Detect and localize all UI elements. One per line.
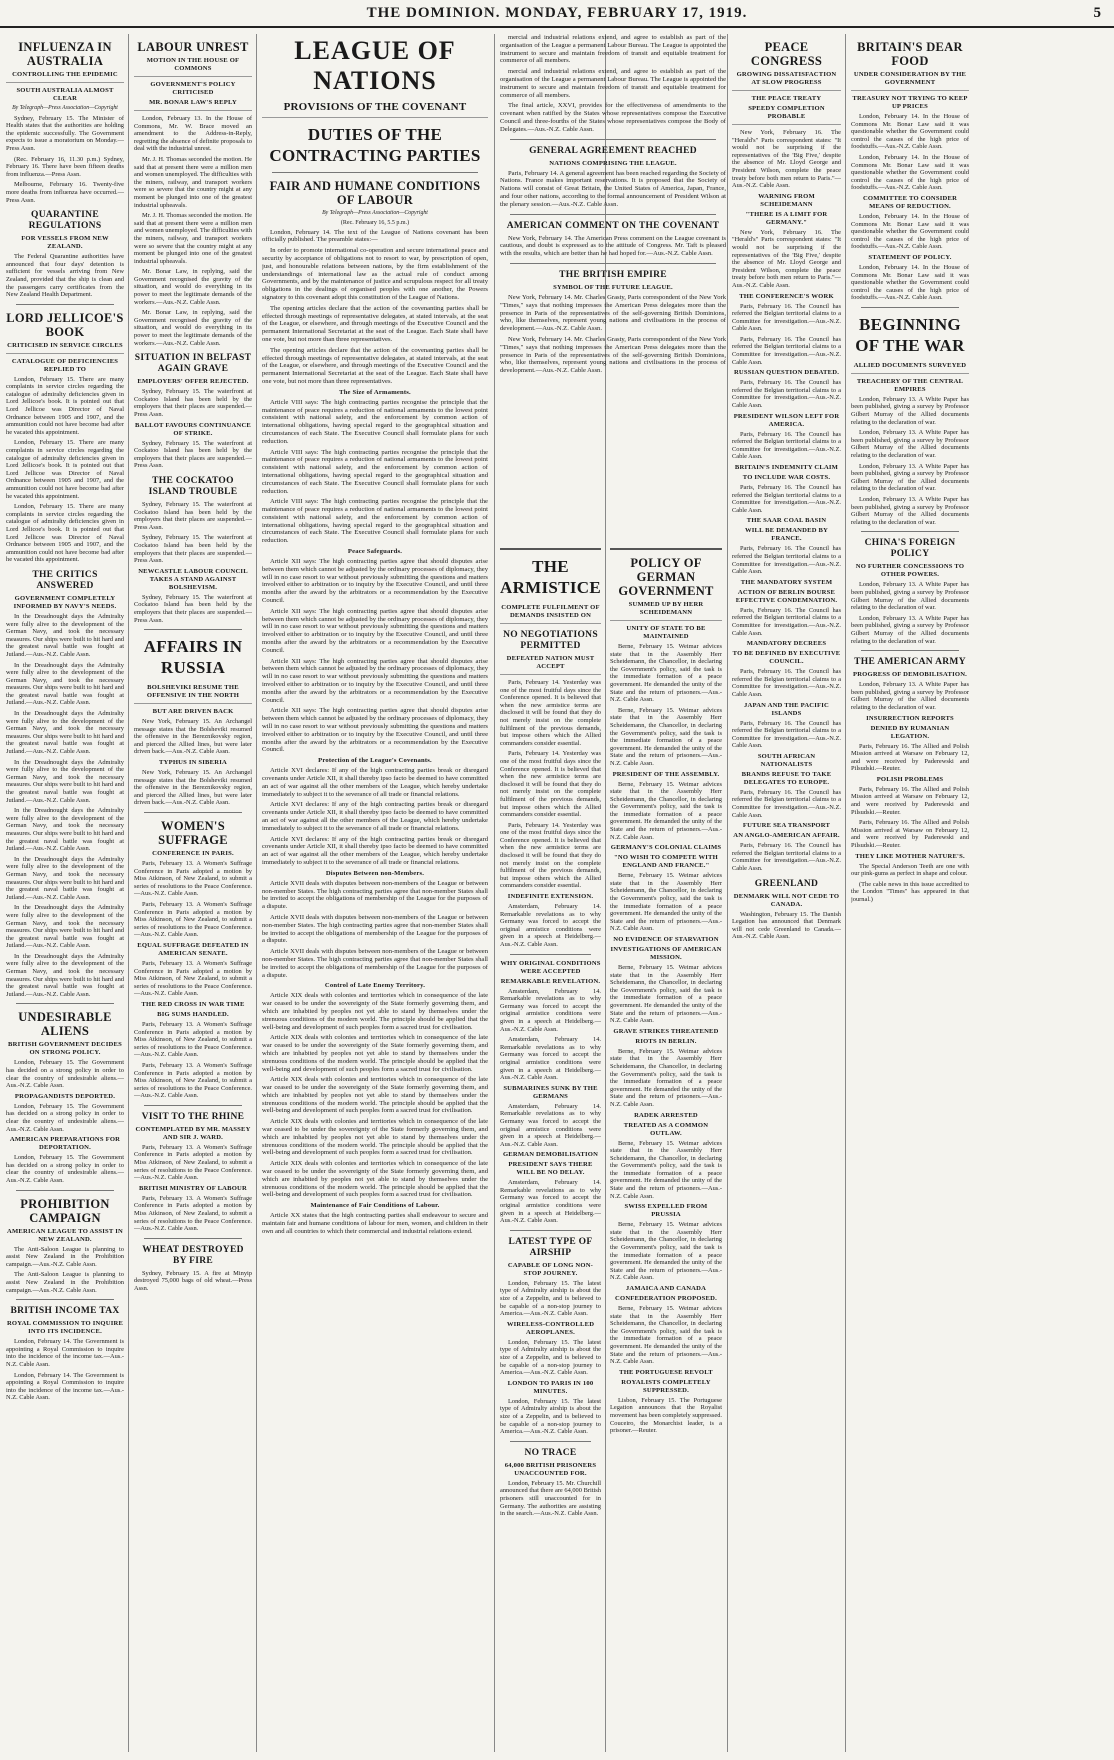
paragraph: Berne, February 15. Weimar advices state that in the Assembly Herr Scheidemann, the Chancellor, in declaring the Government's policy, said the task is the immediate formation of a peace government. He demanded the unity of the State and the return of prisoners.—Aus.-N.Z. Cable Assn. [610, 706, 722, 767]
paragraph: Paris, February 16. The Council has referred the Belgian territorial claims to a Committee for investigation.—Aus.-N.Z. Cable Assn. [732, 379, 841, 410]
subheadline: DEFEATED NATION MUST ACCEPT [500, 655, 601, 675]
paragraph: Paris, February 13. A Women's Suffrage Conference in Paris adopted a motion by Miss Atkinson, of New Zealand, to submit a series of resolutions to the Peace Conference.—Aus.-N.Z. Cable Assn. [134, 1020, 252, 1059]
paragraph: Washington, February 15. The Danish Legation has announced that Denmark will not cede Greenland to Canada.—Aus.-N.Z. Cable Assn. [732, 910, 841, 941]
paragraph: Article XX states that the high contracting parties shall endeavour to secure and maintain fair and humane conditions of labour for men, women, and children in their own and all countries to which their commercial and industrial relations extend. [262, 1212, 488, 1235]
headline: VISIT TO THE RHINE [141, 1111, 245, 1122]
headline: NO TRACE [524, 1447, 577, 1458]
masthead-title: THE DOMINION. MONDAY, FEBRUARY 17, 1919. [366, 5, 748, 21]
subheadline: RUSSIAN QUESTION DEBATED. [733, 369, 840, 377]
headline: LATEST TYPE OF AIRSHIP [508, 1236, 593, 1258]
paragraph: The Anti-Saloon League is planning to assist New Zealand in the Prohibition campaign.—Aus.-N.Z. Cable Assn. [6, 1245, 124, 1268]
paragraph: In the Dreadnought days the Admiralty were fully alive to the development of the German Navy, and took the necessary measures. Our ships were built to hit hard and the greatest naval battle was fought at Jutland.—Aus.-N.Z. Cable Assn. [6, 612, 124, 658]
subheadline: PROGRESS OF DEMOBILISATION. [852, 671, 968, 679]
paragraph: Article XII says: The high contracting parties agree that should disputes arise between them which cannot be adjusted by the ordinary processes of diplomacy, they will in no case resort to war without previously submitting the questions and matters involved either to arbitration or to inquiry by the Executive Council, and until three months after the award by the arbitrators or a recommendation by the Executive Council. [262, 607, 488, 654]
subheadline: "THERE IS A LIMIT FOR GERMANY." [745, 210, 828, 226]
paragraph: In the Dreadnought days the Admiralty were fully alive to the development of the German Navy, and took the necessary measures. Our ships were built to hit hard and the greatest naval battle was fought at Jutland.—Aus.-N.Z. Cable Assn. [6, 758, 124, 804]
subheadline: WIRELESS-CONTROLLED AEROPLANES. [506, 1320, 595, 1336]
subheadline: UNDER CONSIDERATION BY THE GOVERNMENT [851, 71, 969, 91]
subheadline: NEWCASTLE LABOUR COUNCIL TAKES A STAND AGAINST BOLSHEVISM. [138, 567, 248, 591]
subheadline: TYPHUS IN SIBERIA [159, 759, 227, 767]
section-title: Peace Safeguards. [347, 548, 403, 556]
section-title: Protection of the League's Covenants. [318, 757, 432, 765]
paragraph: London, February 14. In the House of Commons Mr. Bonar Law said it was questionable whether the Government could control the causes of the high price of foodstuffs.—Aus.-N.Z. Cable Assn. [851, 263, 969, 302]
column-4-top [500, 34, 726, 534]
subheadline: BALLOT FAVOURS CONTINUANCE OF STRIKE. [134, 421, 252, 437]
subheadline: PRESIDENT SAYS THERE WILL BE NO DELAY. [508, 1161, 593, 1177]
subheadline: 64,000 BRITISH PRISONERS UNACCOUNTED FOR. [504, 1461, 597, 1477]
headline: FAIR AND HUMANE CONDITIONS OF LABOUR [269, 179, 481, 207]
page-number: 5 [1093, 5, 1102, 21]
subheadline: NO EVIDENCE OF STARVATION [613, 936, 719, 943]
paragraph: The Federal Quarantine authorities have announced that four days' detention is sufficient for vessels arriving from New Zealand, provided that the ship is clean and the passengers carry certificates from the New Zealand Health Department. [6, 253, 124, 299]
subheadline: SPEEDY COMPLETION PROBABLE [732, 105, 841, 125]
subheadline: AMERICAN LEAGUE TO ASSIST IN NEW ZEALAND. [7, 1227, 123, 1243]
paragraph: London, February 15. The latest type of Admiralty airship is about the size of a Zeppelin, and is believed to be capable of a non-stop journey to America.—Aus.-N.Z. Cable Assn. [500, 1338, 601, 1377]
headline: AFFAIRS IN RUSSIA [143, 637, 243, 678]
subheadline: CONFEDERATION PROPOSED. [615, 1295, 717, 1302]
subheadline: SOUTH AUSTRALIA ALMOST CLEAR [16, 87, 114, 102]
subheadline: TO BE DEFINED BY EXECUTIVE COUNCIL. [732, 650, 841, 666]
subheadline: BRITISH GOVERNMENT DECIDES ON STRONG POLICY. [8, 1041, 122, 1057]
paragraph: Paris, February 16. The Allied and Polish Mission arrived at Warsaw on February 12, and were received by Paderewski and Pilsudski.—Reuter. [851, 785, 969, 816]
subheadline: JAMAICA AND CANADA [625, 1285, 707, 1292]
dateline: (Rec. February 16, 5.5 p.m.) [340, 219, 410, 226]
paragraph: Sydney, February 15. The waterfront at Cockatoo Island has been held by the employers that their places are suspended.—Press Assn. [134, 534, 252, 565]
subheadline: TREASURY NOT TRYING TO KEEP UP PRICES [852, 95, 968, 110]
paragraph: Paris, February 16. The Allied and Polish Mission arrived at Warsaw on February 12, and were received by Paderewski and Pilsudski.—Reuter. [851, 742, 969, 773]
paragraph: London, February 15. There are many complaints in service circles regarding the catalogue of admiralty deficiencies given in Lord Jellicoe's book. It is pointed out that Lord Jellicoe was Director of Naval Ordnance between 1905 and 1907, and the ammunition could not have become bad after he vacated this appointment. [6, 503, 124, 564]
subheadline: AN ANGLO-AMERICAN AFFAIR. [733, 832, 840, 840]
paragraph: (Rec. February 16, 11.30 p.m.) Sydney, February 16. There have been fifteen deaths from influenza.—Press Assn. [6, 155, 124, 178]
headline-main: LEAGUE OF NATIONS [294, 36, 456, 95]
subheadline: BOLSHEVIKI RESUME THE OFFENSIVE IN THE NORTH [134, 684, 252, 704]
subheadline: CRITICISED IN SERVICE CIRCLES [6, 342, 124, 354]
paragraph: In the Dreadnought days the Admiralty were fully alive to the development of the German Navy, and took the necessary measures. Our ships were built to hit hard and the greatest naval battle was fought at Jutland.—Aus.-N.Z. Cable Assn. [6, 661, 124, 707]
paragraph: Article XIX deals with colonies and territories which in consequence of the late war ceased to be under the sovereignty of the State formerly governing them, and which are inhabited by peoples not yet able to stand by themselves under the strenuous conditions of the modern world. The principle should be applied that the well-being and development of such peoples form a sacred trust for civilisation. [262, 992, 488, 1031]
subheadline: REMARKABLE REVELATION. [500, 977, 601, 985]
paragraph: The Special Anderson Teeth are one with our pink-gums as perfect in shape and colour. [851, 862, 969, 878]
subheadline: COMPLETE FULFILMENT OF DEMANDS INSISTED ON [500, 604, 601, 624]
paragraph: Article XVI declares: If any of the high contracting parties break or disregard covenants under Article XII, it shall thereby ipso facto be deemed to have committed an act of war against all the other members of the League, which hereby undertake immediately to subject it to the severance of all trade or financial relations. [262, 767, 488, 798]
subheadline: WILL BE DEMANDED BY FRANCE. [744, 527, 829, 543]
headline: CHINA'S FOREIGN POLICY [864, 538, 956, 560]
subheadline: "NO WISH TO COMPETE WITH ENGLAND AND FRANCE." [614, 854, 718, 870]
headline: SITUATION IN BELFAST AGAIN GRAVE [134, 353, 252, 375]
paragraph: Paris, February 16. The Council has referred the Belgian territorial claims to a Committee for investigation.—Aus.-N.Z. Cable Assn. [732, 788, 841, 819]
subheadline: WHY ORIGINAL CONDITIONS WERE ACCEPTED [500, 959, 601, 975]
subheadline: CAPABLE OF LONG NON-STOP JOURNEY. [507, 1261, 594, 1277]
subheadline: SUBMARINES SUNK BY THE GERMANS [503, 1084, 598, 1100]
paragraph: New York, February 16. The "Herald's" Paris correspondent states: "It would not be surprising if the representatives of the 'Big Five,' despite the absence of Mr. Lloyd George and President Wilson, complete the peace treaty before both men return to Paris."—Aus.-N.Z. Cable Assn. [732, 129, 841, 190]
paragraph: Paris, February 13. A Women's Suffrage Conference in Paris adopted a motion by Miss Atkinson, of New Zealand, to submit a series of resolutions to the Peace Conference.—Aus.-N.Z. Cable Assn. [134, 1061, 252, 1100]
paragraph: Paris, February 13. A Women's Suffrage Conference in Paris adopted a motion by Miss Atkinson, of New Zealand, to submit a series of resolutions to the Peace Conference.—Aus.-N.Z. Cable Assn. [134, 1143, 252, 1182]
headline: WOMEN'S SUFFRAGE [158, 819, 228, 848]
paragraph: Amsterdam, February 14. Remarkable revelations as to why Germany was forced to accept the original armistice conditions were given in a speech at Heidelberg.—Aus.-N.Z. Cable Assn. [500, 903, 601, 948]
section-title: Maintenance of Fair Conditions of Labour. [310, 1202, 440, 1210]
subheadline: THE CONFERENCE'S WORK [739, 292, 834, 300]
paragraph: Paris, February 16. The Council has referred the Belgian territorial claims to a Committee for investigation.—Aus.-N.Z. Cable Assn. [732, 484, 841, 514]
paragraph: Sydney, February 15. The waterfront at Cockatoo Island has been held by the employers that their places are suspended.—Press Assn. [134, 439, 252, 470]
paragraph: Berne, February 15. Weimar advices state that in the Assembly Herr Scheidemann, the Chancellor, in declaring the Government's policy, said the task is the immediate formation of a peace government. He demanded the unity of the State and the return of prisoners.—Aus.-N.Z. Cable Assn. [610, 1305, 722, 1366]
subheadline: FUTURE SEA TRANSPORT [742, 822, 831, 830]
column-6 [732, 34, 841, 1750]
subheadline: STATEMENT OF POLICY. [868, 253, 952, 261]
subheadline: CATALOGUE OF DEFICIENCIES REPLIED TO [11, 357, 119, 373]
paragraph: Paris, February 16. The Council has referred the Belgian territorial claims to a Committee for investigation.—Aus.-N.Z. Cable Assn. [732, 842, 841, 873]
subheadline: SYMBOL OF THE FUTURE LEAGUE. [553, 283, 673, 291]
paragraph: London, February 14. The Government is appointing a Royal Commission to inquire into the incidence of the income tax.—Aus.-N.Z. Cable Assn. [6, 1371, 124, 1402]
subheadline: GERMANY'S COLONIAL CLAIMS [610, 844, 722, 852]
paragraph: Sydney, February 15. The Minister of Health states that the authorities are holding the epidemic successfully. The Government expects to issue a moratorium on Monday.—Press Assn. [6, 114, 124, 152]
subheadline: BRITISH MINISTRY OF LABOUR [139, 1184, 247, 1192]
paragraph: Berne, February 15. Weimar advices state that in the Assembly Herr Scheidemann, the Chancellor, in declaring the Government's policy, said the task is the immediate formation of a peace government. He demanded the unity of the State and the return of prisoners.—Aus.-N.Z. Cable Assn. [610, 872, 722, 933]
subheadline: THE PORTUGUESE REVOLT [619, 1368, 713, 1376]
paragraph: London, February 13. In the House of Commons, Mr. W. Brace moved an amendment to the Address-in-Reply, regretting the absence of definite proposals to deal with the industrial unrest. [134, 115, 252, 153]
paragraph: Berne, February 15. Weimar advices state that in the Assembly Herr Scheidemann, the Chancellor, in declaring the Government's policy, said the task is the immediate formation of a peace government. He demanded the unity of the State and the return of prisoners.—Aus.-N.Z. Cable Assn. [610, 643, 722, 704]
paragraph: London, February 15. The Government has decided on a strong policy in order to clear the country of undesirable aliens.—Aus.-N.Z. Cable Assn. [6, 1154, 124, 1184]
paragraph: Article XVI declares: If any of the high contracting parties break or disregard covenants under Article XII, it shall thereby ipso facto be deemed to have committed an act of war against all the other members of the League, which hereby undertake immediately to subject it to the severance of all trade or financial relations. [262, 801, 488, 832]
paragraph: London, February 15. There are many complaints in service circles regarding the catalogue of admiralty deficiencies given in Lord Jellicoe's book. It is pointed out that Lord Jellicoe was Director of Naval Ordnance between 1905 and 1907, and the ammunition could not have become bad after he vacated this appointment. [6, 439, 124, 500]
paragraph: Paris, February 13. A Women's Suffrage Conference in Paris adopted a motion by Miss Atkinson, of New Zealand, to submit a series of resolutions to the Peace Conference.—Aus.-N.Z. Cable Assn. [134, 860, 252, 898]
paragraph: In the Dreadnought days the Admiralty were fully alive to the development of the German Navy, and took the necessary measures. Our ships were built to hit hard and the greatest naval battle was fought at Jutland.—Aus.-N.Z. Cable Assn. [6, 710, 124, 756]
paragraph: London, February 13. A White Paper has been published, giving a survey by Professor Gilbert Murray of the Allied documents relating to the declaration of war. [851, 462, 969, 493]
paragraph: Article XII says: The high contracting parties agree that should disputes arise between them which cannot be adjusted by the ordinary processes of diplomacy, they will in no case resort to war without previously submitting the questions and matters involved either to arbitration or to inquiry by the Executive Council, and until three months after the award by the arbitrators or a recommendation by the Executive Council. [262, 707, 488, 754]
paragraph: In the Dreadnought days the Admiralty were fully alive to the development of the German Navy, and took the necessary measures. Our ships were built to hit hard and the greatest naval battle was fought at Jutland.—Aus.-N.Z. Cable Assn. [6, 904, 124, 950]
subheadline: BUT ARE DRIVEN BACK [152, 708, 234, 716]
subheadline: GERMAN DEMOBILISATION [502, 1151, 599, 1159]
headline: QUARANTINE REGULATIONS [28, 210, 102, 232]
headline: PEACE CONGRESS [750, 40, 823, 68]
column-rule [256, 34, 257, 1752]
subheadline: PRESIDENT OF THE ASSEMBLY. [612, 770, 720, 778]
subheadline: THEY LIKE MOTHER NATURE'S. [855, 852, 965, 860]
paragraph: London, February 14. The Government is appointing a Royal Commission to inquire into the incidence of the income tax.—Aus.-N.Z. Cable Assn. [6, 1338, 124, 1368]
subheadline: PROVISIONS OF THE COVENANT [262, 100, 488, 118]
paragraph: Berne, February 15. Weimar advices state that in the Assembly Herr Scheidemann, the Chancellor, in declaring the Government's policy, said the task is the immediate formation of a peace government. He demanded the unity of the State and the return of prisoners.—Aus.-N.Z. Cable Assn. [610, 1047, 722, 1108]
headline: THE ARMISTICE [500, 557, 601, 597]
paragraph: London, February 13. A White Paper has been published, giving a survey by Professor Gilbert Murray of the Allied documents relating to the declaration of war. [851, 681, 969, 711]
paragraph: Sydney, February 15. The waterfront at Cockatoo Island has been held by the employers that their places are suspended.—Press Assn. [134, 500, 252, 531]
subheadline: INDEFINITE EXTENSION. [507, 893, 594, 901]
headline: GENERAL AGREEMENT REACHED [529, 145, 697, 156]
subheadline: NO FURTHER CONCESSIONS TO OTHER POWERS. [855, 563, 965, 579]
paragraph: Article VIII says: The high contracting parties recognise the principle that the maintenance of peace requires a reduction of national armaments to the lowest point consistent with national safety, and the enforcement by common action of international obligations, having special regard to the geographical situation and circumstances of each State. The Executive Council shall formulate plans for such reduction. [262, 448, 488, 495]
byline: By Telegraph—Press Association—Copyright [12, 105, 118, 111]
paragraph: Paris, February 14. Yesterday was one of the most fruitful days since the Conference opened. It is believed that when the new armistice terms are disclosed it will be found that they do not merely insist on the complete fulfilment of the previous demands, but impose others which the Allied commanders consider essential. [500, 679, 601, 747]
subheadline: MOTION IN THE HOUSE OF COMMONS [134, 57, 252, 77]
paragraph: London, February 15. The latest type of Admiralty airship is about the size of a Zeppelin, and is believed to be capable of a non-stop journey to America.—Aus.-N.Z. Cable Assn. [500, 1279, 601, 1318]
subheadline: EQUAL SUFFRAGE DEFEATED IN AMERICAN SENATE. [137, 941, 249, 957]
headline: WHEAT DESTROYED BY FIRE [142, 1244, 244, 1266]
headline: THE CRITICS ANSWERED [32, 569, 98, 591]
subheadline: PROPAGANDISTS DEPORTED. [14, 1092, 116, 1100]
subheadline: GROWING DISSATISFACTION AT SLOW PROGRESS [732, 71, 841, 91]
column-7 [851, 34, 1108, 1750]
paragraph: Paris, February 13. A Women's Suffrage Conference in Paris adopted a motion by Miss Atkinson, of New Zealand, to submit a series of resolutions to the Peace Conference.—Aus.-N.Z. Cable Assn. [134, 901, 252, 939]
subheadline: INVESTIGATIONS OF AMERICAN MISSION. [610, 946, 722, 961]
subheadline: INSURRECTION REPORTS [866, 714, 954, 722]
subheadline: TREATED AS A COMMON OUTLAW. [623, 1121, 709, 1137]
subheadline: SWISS EXPELLED FROM PRUSSIA [624, 1203, 708, 1219]
headline: DUTIES OF THE CONTRACTING PARTIES [269, 125, 481, 165]
paragraph: Article XVII deals with disputes between non-members of the League or between non-member States. The high contracting parties agree that non-member States shall be invited to accept the obligations of membership of the League for the purposes of a dispute. [262, 948, 488, 979]
paragraph: London, February 13. A White Paper has been published, giving a survey by Professor Gilbert Murray of the Allied documents relating to the declaration of war. [851, 429, 969, 460]
section-title: Disputes Between non-Members. [325, 869, 425, 877]
paragraph: Paris, February 16. The Council has referred the Belgian territorial claims to a Committee for investigation.—Aus.-N.Z. Cable Assn. [732, 302, 841, 333]
subheadline: ALLIED DOCUMENTS SURVEYED [851, 362, 969, 374]
subheadline: MR. BONAR LAW'S REPLY [134, 99, 252, 111]
column-rule [845, 34, 846, 1752]
paragraph: New York, February 14. Mr. Charles Grasty, Paris correspondent of the New York "Times," says that nothing impresses the American Press delegates more than the presence in Paris of the representatives of the self-governing British Dominions, who, like themselves, represent young nations and civilisations in the process of development.—Aus.-N.Z. Cable Assn. [500, 293, 726, 333]
paragraph: Article XIX deals with colonies and territories which in consequence of the late war ceased to be under the sovereignty of the State formerly governing them, and which are inhabited by peoples not yet able to stand by themselves under the strenuous conditions of the modern world. The principle should be applied that the well-being and development of such peoples form a sacred trust for civilisation. [262, 1160, 488, 1199]
paragraph: London, February 15. There are many complaints in service circles regarding the catalogue of admiralty deficiencies given in Lord Jellicoe's book. It is pointed out that Lord Jellicoe was Director of Naval Ordnance between 1905 and 1907, and the ammunition could not have become bad after he vacated this appointment. [6, 375, 124, 436]
paragraph: Article VIII says: The high contracting parties recognise the principle that the maintenance of peace requires a reduction of national armaments to the lowest point consistent with national safety, and the enforcement by common action of international obligations, having special regard to the geographical situation and circumstances of each State. The Executive Council shall formulate plans for such reduction. [262, 498, 488, 545]
section-title: Control of Late Enemy Territory. [324, 982, 426, 990]
subheadline: BIG SUMS HANDLED. [157, 1010, 229, 1018]
paragraph: Berne, February 15. Weimar advices state that in the Assembly Herr Scheidemann, the Chancellor, in declaring the Government's policy, said the task is the immediate formation of a peace government. He demanded the unity of the State and the return of prisoners.—Aus.-N.Z. Cable Assn. [610, 1139, 722, 1200]
paragraph: In the Dreadnought days the Admiralty were fully alive to the development of the German Navy, and took the necessary measures. Our ships were built to hit hard and the greatest naval battle was fought at Jutland.—Aus.-N.Z. Cable Assn. [6, 807, 124, 853]
paragraph: Mr. Bonar Law, in replying, said the Government recognised the gravity of the situation, and would do everything in its power to meet the legitimate demands of the workers.—Aus.-N.Z. Cable Assn. [134, 309, 252, 347]
subheadline: CONTEMPLATED BY MR. MASSEY AND SIR J. WARD. [135, 1125, 251, 1141]
paragraph: Paris, February 13. A Women's Suffrage Conference in Paris adopted a motion by Miss Atkinson, of New Zealand, to submit a series of resolutions to the Peace Conference.—Aus.-N.Z. Cable Assn. [134, 1194, 252, 1233]
subheadline: JAPAN AND THE PACIFIC ISLANDS [744, 701, 829, 717]
paragraph: Paris, February 14. Yesterday was one of the most fruitful days since the Conference opened. It is believed that when the new armistice terms are disclosed it will be found that they do not merely insist on the complete fulfilment of the previous demands, but impose others which the Allied commanders consider essential. [500, 750, 601, 819]
paragraph: Melbourne, February 16. Twenty-five more deaths from influenza have occurred.—Press Assn. [6, 181, 124, 204]
paragraph: mercial and industrial relations extend, and agree to establish as part of the organisation of the League a permanent Labour Bureau. The League is appointed the instrument to secure and maintain freedom of transit and equitable treatment for commerce of all members. [500, 68, 726, 99]
masthead [0, 0, 1114, 28]
subheadline: BRITAIN'S INDEMNITY CLAIM [734, 464, 839, 471]
paragraph: Paris, February 16. The Council has referred the Belgian territorial claims to a Committee for investigation.—Aus.-N.Z. Cable Assn. [732, 335, 841, 366]
paragraph: London, February 14. In the House of Commons Mr. Bonar Law said it was questionable whether the Government could control the causes of the high price of foodstuffs.—Aus.-N.Z. Cable Assn. [851, 212, 969, 251]
subheadline: GRAVE STRIKES THREATENED [613, 1027, 719, 1035]
column-2 [134, 34, 252, 1750]
byline: By Telegraph—Press Association—Copyright [322, 210, 428, 216]
paragraph: New York, February 14. The American Press comment on the League covenant is cautious, and doubt is expressed as to the attitude of Congress. Mr. Taft is pleased with the results, which are better than he had hoped for.—Aus.-N.Z. Cable Assn. [500, 234, 726, 258]
subheadline: THE RED CROSS IN WAR TIME [141, 1000, 245, 1008]
headline: BRITISH INCOME TAX [10, 1306, 120, 1317]
paragraph: Article XIX deals with colonies and territories which in consequence of the late war ceased to be under the sovereignty of the State formerly governing them, and which are inhabited by peoples not yet able to stand by themselves under the strenuous conditions of the modern world. The principle should be applied that the well-being and development of such peoples form a sacred trust for civilisation. [262, 1076, 488, 1115]
subheadline: CONTROLLING THE EPIDEMIC [6, 71, 124, 83]
paragraph: London, February 13. A White Paper has been published, giving a survey by Professor Gilbert Murray of the Allied documents relating to the declaration of war. [851, 395, 969, 426]
paragraph: The Anti-Saloon League is planning to assist New Zealand in the Prohibition campaign.—Aus.-N.Z. Cable Assn. [6, 1271, 124, 1294]
paragraph: Article XVII deals with disputes between non-members of the League or between non-member States. The high contracting parties agree that non-member States shall be invited to accept the obligations of membership of the League for the purposes of a dispute. [262, 879, 488, 911]
subheadline: POLISH PROBLEMS [876, 775, 944, 783]
subheadline: CONFERENCE IN PARIS. [152, 850, 234, 858]
subheadline: ACTION OF BERLIN BOURSE EFFECTIVE CONDEMNATION. [735, 588, 838, 604]
subheadline: SOUTH AFRICAN NATIONALISTS [757, 752, 816, 768]
paragraph: Sydney, February 15. The waterfront at Cockatoo Island has been held by the employers that their places are suspended.—Press Assn. [134, 593, 252, 624]
paragraph: The opening articles declare that the action of the covenanting parties shall be effected through meetings of representative delegates, at stated intervals, at the seat of the League, or elsewhere, and through meetings of the Executive Council and the permanent International Secretariat at the seat of the League. Each State shall have one vote, but not more than three representatives. [262, 304, 488, 343]
paragraph: In order to promote international co-operation and secure international peace and security by acceptance of obligations not to resort to war, by prescription of open, just, and honourable relations between nations, by the firm establishment of the understandings of international law as the actual rule of conduct among Governments, and by the maintenance of justice and scrupulous respect for all treaty obligations in the dealings of organised peoples with one another, the Powers signatory to this covenant adopt this constitution of the League of Nations. [262, 247, 488, 301]
paragraph: Paris, February 14. A general agreement has been reached regarding the Society of Nations. France makes important reservations. It is proposed that the Society of Nations will consist of Great Britain, the United States of America, Japan, France, and four other nations, according to the formal announcement of President Wilson at the plenary session.—Aus.-N.Z. Cable Assn. [500, 169, 726, 208]
headline: THE AMERICAN ARMY [854, 657, 966, 668]
column-5 [610, 542, 722, 1750]
paragraph: Sydney, February 15. The waterfront at Cockatoo Island has been held by the employers that their places are suspended.—Press Assn. [134, 388, 252, 418]
column-rule [128, 34, 129, 1752]
paragraph: London, February 13. A White Paper has been published, giving a survey by Professor Gilbert Murray of the Allied documents relating to the declaration of war. [851, 496, 969, 526]
paragraph: New York, February 15. An Archangel message states that the Bolsheviki resumed the offensive in the Bereznikovsky region, and pierced the Allied lines, but were later driven back.—Aus.-N.Z. Cable Assn. [134, 718, 252, 756]
headline: UNDESIRABLE ALIENS [18, 1010, 112, 1039]
subheadline: BRANDS REFUSE TO TAKE DELEGATES TO EUROPE. [741, 770, 832, 786]
headline: NO NEGOTIATIONS PERMITTED [503, 630, 598, 651]
subheadline: UNITY OF STATE TO BE MAINTAINED [626, 625, 706, 640]
headline: INFLUENZA IN AUSTRALIA [18, 40, 112, 68]
subheadline: COMMITTEE TO CONSIDER MEANS OF REDUCTION. [862, 194, 958, 210]
subheadline: TO INCLUDE WAR COSTS. [742, 474, 831, 481]
paragraph: London, February 13. A White Paper has been published, giving a survey by Professor Gilbert Murray of the Allied documents relating to the declaration of war. [851, 581, 969, 612]
subheadline: THE MANDATORY SYSTEM [740, 578, 833, 586]
paragraph: London, February 13. A White Paper has been published, giving a survey by Professor Gilbert Murray of the Allied documents relating to the declaration of war. [851, 614, 969, 645]
paragraph: London, February 15. The latest type of Admiralty airship is about the size of a Zeppelin, and is believed to be capable of a non-stop journey to America.—Aus.-N.Z. Cable Assn. [500, 1397, 601, 1436]
paragraph: Article XIX deals with colonies and territories which in consequence of the late war ceased to be under the sovereignty of the State formerly governing them, and which are inhabited by peoples not yet able to stand by themselves under the strenuous conditions of the modern world. The principle should be applied that the well-being and development of such peoples form a sacred trust for civilisation. [262, 1034, 488, 1073]
section-title: The Size of Armaments. [339, 388, 411, 396]
paragraph: The final article, XXVI, provides for the effectiveness of amendments to the covenant when ratified by the States whose representatives compose the Executive Council and three-fourths of the States whose representatives compose the Body of Delegates.—Aus.-N.Z. Cable Assn. [500, 102, 726, 133]
subheadline: THE PEACE TREATY [751, 95, 822, 102]
paragraph: London, February 14. The text of the League of Nations covenant has been officially published. The preamble states:— [262, 228, 488, 244]
paragraph: The opening articles declare that the action of the covenanting parties shall be effected through meetings of representative delegates, at stated intervals, at the seat of the League, or elsewhere, and through meetings of the Executive Council and the permanent International Secretariat at the seat of the League. Each State shall have one vote, but not more than three representatives. [262, 346, 488, 385]
subheadline: FOR VESSELS FROM NEW ZEALAND. [21, 235, 109, 251]
paragraph: Paris, February 16. The Council has referred the Belgian territorial claims to a Committee for investigation.—Aus.-N.Z. Cable Assn. [732, 430, 841, 461]
column-rule [494, 34, 495, 1752]
subheadline: ROYALISTS COMPLETELY SUPPRESSED. [621, 1378, 711, 1394]
paragraph: Paris, February 16. The Council has referred the Belgian territorial claims to a Committee for investigation.—Aus.-N.Z. Cable Assn. [732, 606, 841, 637]
column-4 [500, 542, 601, 1750]
paragraph: Paris, February 16. The Allied and Polish Mission arrived at Warsaw on February 12, and were received by Paderewski and Pilsudski.—Reuter. [851, 819, 969, 850]
paragraph: London, February 15. Mr. Churchill announced that there are 64,000 British prisoners still unaccounted for in Germany. The authorities are assisting in the search.—Aus.-N.Z. Cable Assn. [500, 1479, 601, 1518]
paragraph: (The cable news in this issue accredited to the London "Times" has appeared in that journal.) [851, 880, 969, 903]
column-1 [6, 34, 124, 1750]
paragraph: Amsterdam, February 14. Remarkable revelations as to why Germany was forced to accept the original armistice conditions were given in a speech at Heidelberg.—Aus.-N.Z. Cable Assn. [500, 987, 601, 1033]
paragraph: New York, February 16. The "Herald's" Paris correspondent states: "It would not be surprising if the representatives of the 'Big Five,' despite the absence of Mr. Lloyd George and President Wilson, complete the peace treaty before both men return to Paris."—Aus.-N.Z. Cable Assn. [732, 228, 841, 289]
paragraph: Mr. Bonar Law, in replying, said the Government recognised the gravity of the situation, and would do everything in its power to meet the legitimate demands of the workers.—Aus.-N.Z. Cable Assn. [134, 268, 252, 306]
paragraph: In the Dreadnought days the Admiralty were fully alive to the development of the German Navy, and took the necessary measures. Our ships were built to hit hard and the greatest naval battle was fought at Jutland.—Aus.-N.Z. Cable Assn. [6, 855, 124, 901]
headline: BRITAIN'S DEAR FOOD [857, 40, 963, 68]
paragraph: London, February 14. In the House of Commons Mr. Bonar Law said it was questionable whether the Government could control the causes of the high price of foodstuffs.—Aus.-N.Z. Cable Assn. [851, 113, 969, 151]
headline: GREENLAND [754, 878, 819, 889]
paragraph: Paris, February 16. The Council has referred the Belgian territorial claims to a Committee for investigation.—Aus.-N.Z. Cable Assn. [732, 668, 841, 698]
subheadline: PRESIDENT WILSON LEFT FOR AMERICA. [733, 412, 840, 428]
paragraph: Article XVI declares: If any of the high contracting parties break or disregard covenants under Article XII, it shall thereby ipso facto be deemed to have committed an act of war against all the other members of the League, which hereby undertake immediately to subject it to the severance of all trade or financial relations. [262, 835, 488, 866]
subheadline: WARNING FROM SCHEIDEMANN [758, 192, 815, 208]
subheadline: GOVERNMENT'S POLICY CRITICISED [150, 81, 236, 96]
paragraph: Mr. J. H. Thomas seconded the motion. He said that at present there were a million men and women unemployed. The difficulties with the miners, railway, and transport workers were so severe that the country might at any moment be plunged into one of the greatest industrial upheavals. [134, 155, 252, 209]
paragraph: London, February 15. The Government has decided on a strong policy in order to clear the country of undesirable aliens.—Aus.-N.Z. Cable Assn. [6, 1059, 124, 1090]
column-3 [262, 34, 488, 1750]
paragraph: Paris, February 16. The Council has referred the Belgian territorial claims to a Committee for investigation.—Aus.-N.Z. Cable Assn. [732, 545, 841, 576]
headline: LORD JELLICOE'S BOOK [6, 310, 124, 339]
subheadline: RADEK ARRESTED [634, 1111, 698, 1119]
paragraph: Article XII says: The high contracting parties agree that should disputes arise between them which cannot be adjusted by the ordinary processes of diplomacy, they will in no case resort to war without previously submitting the questions and matters involved either to arbitration or to inquiry by the Executive Council, and until three months after the award by the arbitrators or a recommendation by the Executive Council. [262, 657, 488, 704]
subheadline: DENIED BY RUMANIAN LEGATION. [870, 724, 950, 740]
paragraph: Paris, February 14. Yesterday was one of the most fruitful days since the Conference opened. It is believed that when the new armistice terms are disclosed it will be found that they do not merely insist on the complete fulfilment of the previous demands, but impose others which the Allied commanders consider essential. [500, 821, 601, 890]
subheadline: EMPLOYERS' OFFER REJECTED. [137, 378, 249, 386]
paragraph: Berne, February 15. Weimar advices state that in the Assembly Herr Scheidemann, the Chancellor, in declaring the Government's policy, said the task is the immediate formation of a peace government. He demanded the unity of the State and the return of prisoners.—Aus.-N.Z. Cable Assn. [610, 964, 722, 1025]
subheadline: MANDATORY DECREES [746, 640, 827, 648]
headline: THE BRITISH EMPIRE [559, 269, 667, 280]
subheadline: TREACHERY OF THE CENTRAL EMPIRES [856, 377, 964, 393]
paragraph: Amsterdam, February 14. Remarkable revelations as to why Germany was forced to accept the original armistice conditions were given in a speech at Heidelberg.—Aus.-N.Z. Cable Assn. [500, 1179, 601, 1225]
paragraph: mercial and industrial relations extend, and agree to establish as part of the organisation of the League a permanent Labour Bureau. The League is appointed the instrument to secure and maintain freedom of transit and equitable treatment for commerce of all members. [500, 34, 726, 65]
paragraph: Lisbon, February 15. The Portuguese Legation announces that the Royalist movement has been completely suppressed. Couceiro, the Monarchist leader, is a prisoner.—Reuter. [610, 1396, 722, 1435]
paragraph: In the Dreadnought days the Admiralty were fully alive to the development of the German Navy, and took the necessary measures. Our ships were built to hit hard and the greatest naval battle was fought at Jutland.—Aus.-N.Z. Cable Assn. [6, 952, 124, 998]
headline: BEGINNING OF THE WAR [855, 314, 965, 355]
subheadline: NATIONS COMPRISING THE LEAGUE. [549, 159, 677, 167]
paragraph: Mr. J. H. Thomas seconded the motion. He said that at present there were a million men and women unemployed. The difficulties with the miners, railway, and transport workers were so severe that the country might at any moment be plunged into one of the greatest industrial upheavals. [134, 212, 252, 265]
subheadline: AMERICAN PREPARATIONS FOR DEPORTATION. [9, 1136, 121, 1152]
paragraph: Berne, February 15. Weimar advices state that in the Assembly Herr Scheidemann, the Chancellor, in declaring the Government's policy, said the task is the immediate formation of a peace government. He demanded the unity of the State and the return of prisoners.—Aus.-N.Z. Cable Assn. [610, 780, 722, 841]
paragraph: Sydney, February 15. A fire at Minyip destroyed 75,000 bags of old wheat.—Press Assn. [134, 1269, 252, 1292]
subheadline: DENMARK WILL NOT CEDE TO CANADA. [733, 892, 840, 908]
paragraph: Paris, February 13. A Women's Suffrage Conference in Paris adopted a motion by Miss Atkinson, of New Zealand, to submit a series of resolutions to the Peace Conference.—Aus.-N.Z. Cable Assn. [134, 959, 252, 998]
headline: POLICY OF GERMAN GOVERNMENT [618, 556, 714, 598]
paragraph: Paris, February 16. The Council has referred the Belgian territorial claims to a Committee for investigation.—Aus.-N.Z. Cable Assn. [732, 719, 841, 750]
paragraph: New York, February 14. Mr. Charles Grasty, Paris correspondent of the New York "Times," says that nothing impresses the American Press delegates more than the presence in Paris of the representatives of the self-governing British Dominions, who, like themselves, represent young nations and civilisations in the process of development.—Aus.-N.Z. Cable Assn. [500, 335, 726, 375]
column-rule [727, 34, 728, 1752]
paragraph: Article XIX deals with colonies and territories which in consequence of the late war ceased to be under the sovereignty of the State formerly governing them, and which are inhabited by peoples not yet able to stand by themselves under the strenuous conditions of the modern world. The principle should be applied that the well-being and development of such peoples form a sacred trust for civilisation. [262, 1118, 488, 1157]
paragraph: Article XII says: The high contracting parties agree that should disputes arise between them which cannot be adjusted by the ordinary processes of diplomacy, they will in no case resort to war without previously submitting the questions and matters involved either to arbitration or to inquiry by the Executive Council, and until three months after the award by the arbitrators or a recommendation by the Executive Council. [262, 558, 488, 605]
paragraph: London, February 15. The Government has decided on a strong policy in order to clear the country of undesirable aliens.—Aus.-N.Z. Cable Assn. [6, 1102, 124, 1133]
headline: AMERICAN COMMENT ON THE COVENANT [506, 220, 720, 231]
subheadline: LONDON TO PARIS IN 100 MINUTES. [507, 1379, 594, 1395]
paragraph: Article VIII says: The high contracting parties recognise the principle that the maintenance of peace requires a reduction of national armaments to the lowest point consistent with national safety, and the enforcement by common action of international obligations, having special regard to the geographical situation and circumstances of each State. The Executive Council shall formulate plans for such reduction. [262, 398, 488, 445]
paragraph: New York, February 15. An Archangel message states that the Bolsheviki resumed the offensive in the Bereznikovsky region, and pierced the Allied lines, but were later driven back.—Aus.-N.Z. Cable Assn. [134, 769, 252, 807]
headline: THE COCKATOO ISLAND TROUBLE [148, 475, 238, 497]
headline: PROHIBITION CAMPAIGN [20, 1196, 110, 1225]
paragraph: Amsterdam, February 14. Remarkable revelations as to why Germany was forced to accept the original armistice conditions were given in a speech at Heidelberg.—Aus.-N.Z. Cable Assn. [500, 1036, 601, 1082]
paragraph: London, February 14. In the House of Commons Mr. Bonar Law said it was questionable whether the Government could control the causes of the high price of foodstuffs.—Aus.-N.Z. Cable Assn. [851, 153, 969, 192]
paragraph: Article XVII deals with disputes between non-members of the League or between non-member States. The high contracting parties agree that non-member States shall be invited to accept the obligations of membership of the League for the purposes of a dispute. [262, 913, 488, 945]
paragraph: Berne, February 15. Weimar advices state that in the Assembly Herr Scheidemann, the Chancellor, in declaring the Government's policy, said the task is the immediate formation of a peace government. He demanded the unity of the State and the return of prisoners.—Aus.-N.Z. Cable Assn. [610, 1221, 722, 1282]
subheadline: GOVERNMENT COMPLETELY INFORMED BY NAVY'S NEEDS. [13, 594, 117, 610]
subheadline: THE SAAR COAL BASIN [746, 517, 827, 525]
paragraph: Amsterdam, February 14. Remarkable revelations as to why Germany was forced to accept the original armistice conditions were given in a speech at Heidelberg.—Aus.-N.Z. Cable Assn. [500, 1102, 601, 1148]
subheadline: ROYAL COMMISSION TO INQUIRE INTO ITS INCIDENCE. [6, 1320, 124, 1336]
subheadline: SUMMED UP BY HERR SCHEIDEMANN [610, 601, 722, 621]
subheadline: RIOTS IN BERLIN. [635, 1037, 697, 1045]
headline: LABOUR UNREST [137, 40, 249, 54]
